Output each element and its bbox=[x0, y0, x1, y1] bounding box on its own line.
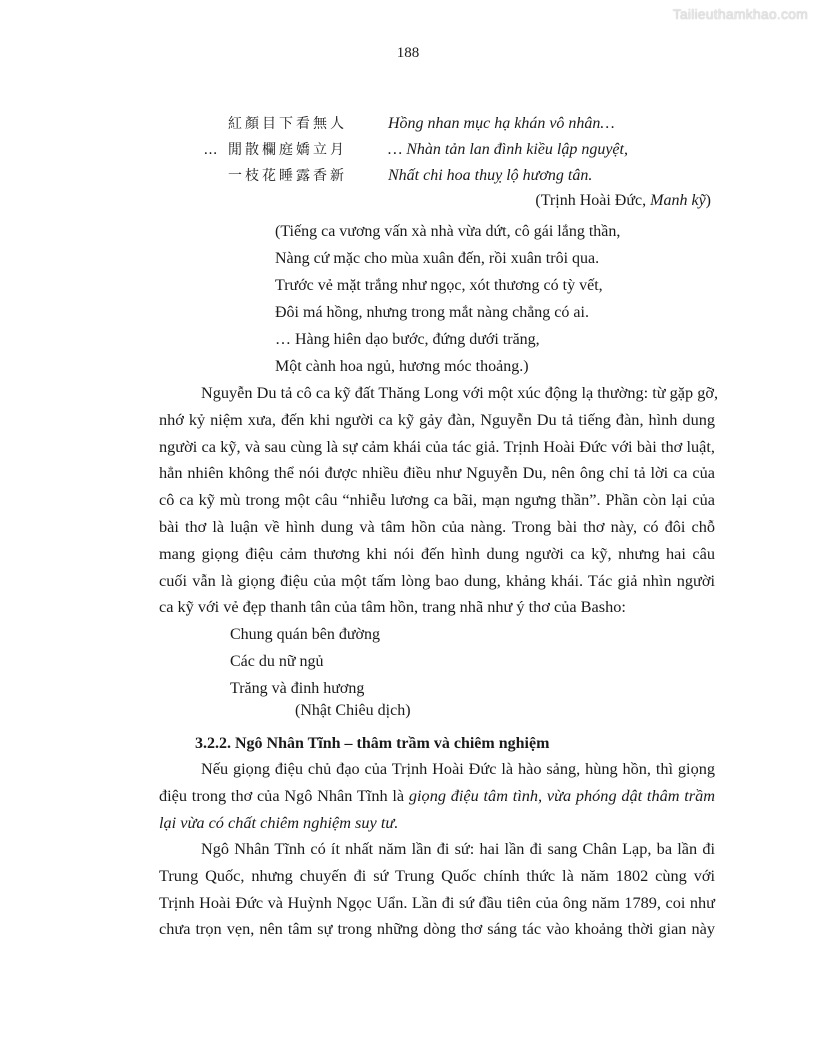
text-line: Trung Quốc, nhưng chuyến đi sứ Trung Quốc chính thức là năm 1802 cùng với bbox=[159, 865, 715, 885]
text-line: Nếu giọng điệu chủ đạo của Trịnh Hoài Đức là hào sảng, hùng hồn, thì giọng bbox=[201, 759, 715, 778]
translation-line: Đôi má hồng, nhưng trong mắt nàng chẳng có ai. bbox=[275, 304, 589, 321]
text-line: Ngô Nhân Tĩnh có ít nhất năm lần đi sứ: hai lần đi sang Chân Lạp, ba lần đi bbox=[201, 839, 715, 858]
paragraph-tone bbox=[159, 756, 715, 836]
paragraph-embassy bbox=[159, 836, 715, 943]
text-line: cuối vẫn là giọng điệu của một tấm lòng bao dung, khảng khái. Tác giả nhìn người bbox=[159, 570, 715, 590]
haiku-line: Trăng và đinh hương bbox=[230, 680, 365, 697]
text-line: người ca kỹ, và sau cùng là sự cảm khái của tác giả. Trịnh Hoài Đức với bài thơ luật, bbox=[159, 436, 715, 456]
text-line bbox=[159, 783, 715, 810]
text-line: cô ca kỹ mù trong một câu “nhiễu lương ca bãi, mạn ngưng thần”. Phần còn lại của bbox=[159, 490, 715, 510]
text-line: Trịnh Hoài Đức và Huỳnh Ngọc Uẩn. Lần đi sứ đầu tiên của ông năm 1789, coi như bbox=[159, 892, 715, 912]
haiku-attribution: (Nhật Chiêu dịch) bbox=[295, 702, 411, 719]
poem-attribution bbox=[535, 192, 711, 210]
text-plain: điệu trong thơ của Ngô Nhân Tĩnh là bbox=[159, 785, 409, 805]
poem-transliteration: … Nhàn tản lan đình kiều lập nguyệt, bbox=[388, 141, 628, 158]
section-heading: 3.2.2. Ngô Nhân Tĩnh – thâm trầm và chiêm nghiệm bbox=[195, 735, 550, 752]
poem-han-text: … 閒散欄庭嬌立月 bbox=[203, 142, 347, 158]
translation-line: Nàng cứ mặc cho mùa xuân đến, rồi xuân trôi qua. bbox=[275, 250, 600, 267]
poem-line bbox=[0, 111, 816, 137]
text-line: bài thơ là luận về hình dung và tâm hồn của nàng. Trong bài thơ này, có đôi chỗ bbox=[159, 516, 715, 536]
haiku bbox=[230, 621, 380, 702]
paragraph-commentary bbox=[159, 380, 719, 621]
watermark: Tailieuthamkhao.com bbox=[672, 6, 808, 22]
poem-line bbox=[0, 163, 816, 189]
translation-line: Trước vẻ mặt trắng như ngọc, xót thương có tỳ vết, bbox=[275, 277, 603, 294]
text-line: ca kỹ với vẻ đẹp thanh tân của tâm hồn, trang nhã như ý thơ của Basho: bbox=[159, 597, 626, 617]
haiku-line: Chung quán bên đường bbox=[230, 626, 381, 643]
poem-transliteration: Nhất chi hoa thuỵ lộ hương tân. bbox=[388, 167, 593, 184]
text-line: mang giọng điệu cảm thương khi nói đến hình dung người ca kỹ, nhưng hai câu bbox=[159, 543, 715, 563]
poem-attribution-close: ) bbox=[705, 192, 711, 209]
poem-han-text: 紅顏目下看無人 bbox=[228, 116, 347, 132]
text-line: Nguyễn Du tả cô ca kỹ đất Thăng Long với một xúc động lạ thường: từ gặp gỡ, bbox=[201, 383, 719, 402]
page-number: 188 bbox=[396, 45, 420, 61]
poem-author: (Trịnh Hoài Đức, bbox=[535, 192, 651, 209]
text-italic: lại vừa có chất chiêm nghiệm suy tư. bbox=[159, 812, 399, 832]
poem-original bbox=[0, 111, 816, 189]
translation-line: … Hàng hiên dạo bước, đứng dưới trăng, bbox=[275, 331, 540, 348]
poem-line bbox=[0, 137, 816, 163]
translation-line: (Tiếng ca vương vấn xà nhà vừa dứt, cô gái lắng thần, bbox=[275, 223, 621, 240]
poem-han-text: 一枝花睡露香新 bbox=[228, 168, 347, 184]
poem-title: Manh kỹ bbox=[650, 192, 706, 209]
haiku-line: Các du nữ ngủ bbox=[230, 653, 324, 670]
translation-line: Một cành hoa ngủ, hương móc thoảng.) bbox=[275, 358, 529, 375]
text-italic: giọng điệu tâm tình, vừa phóng dật thâm trầm bbox=[408, 785, 716, 805]
text-line: chưa trọn vẹn, nên tâm sự trong những dòng thơ sáng tác vào khoảng thời gian này bbox=[159, 919, 715, 939]
poem-translation bbox=[275, 218, 620, 380]
text-line: hẳn nhiên không thể nói được nhiều điều như Nguyễn Du, nên ông chỉ tả lời ca của bbox=[159, 463, 715, 483]
text-line bbox=[159, 810, 715, 837]
text-line: nhớ kỷ niệm xưa, đến khi người ca kỹ gảy đàn, Nguyễn Du tả tiếng đàn, hình dung bbox=[159, 409, 715, 429]
poem-transliteration: Hồng nhan mục hạ khán vô nhân… bbox=[388, 115, 615, 132]
